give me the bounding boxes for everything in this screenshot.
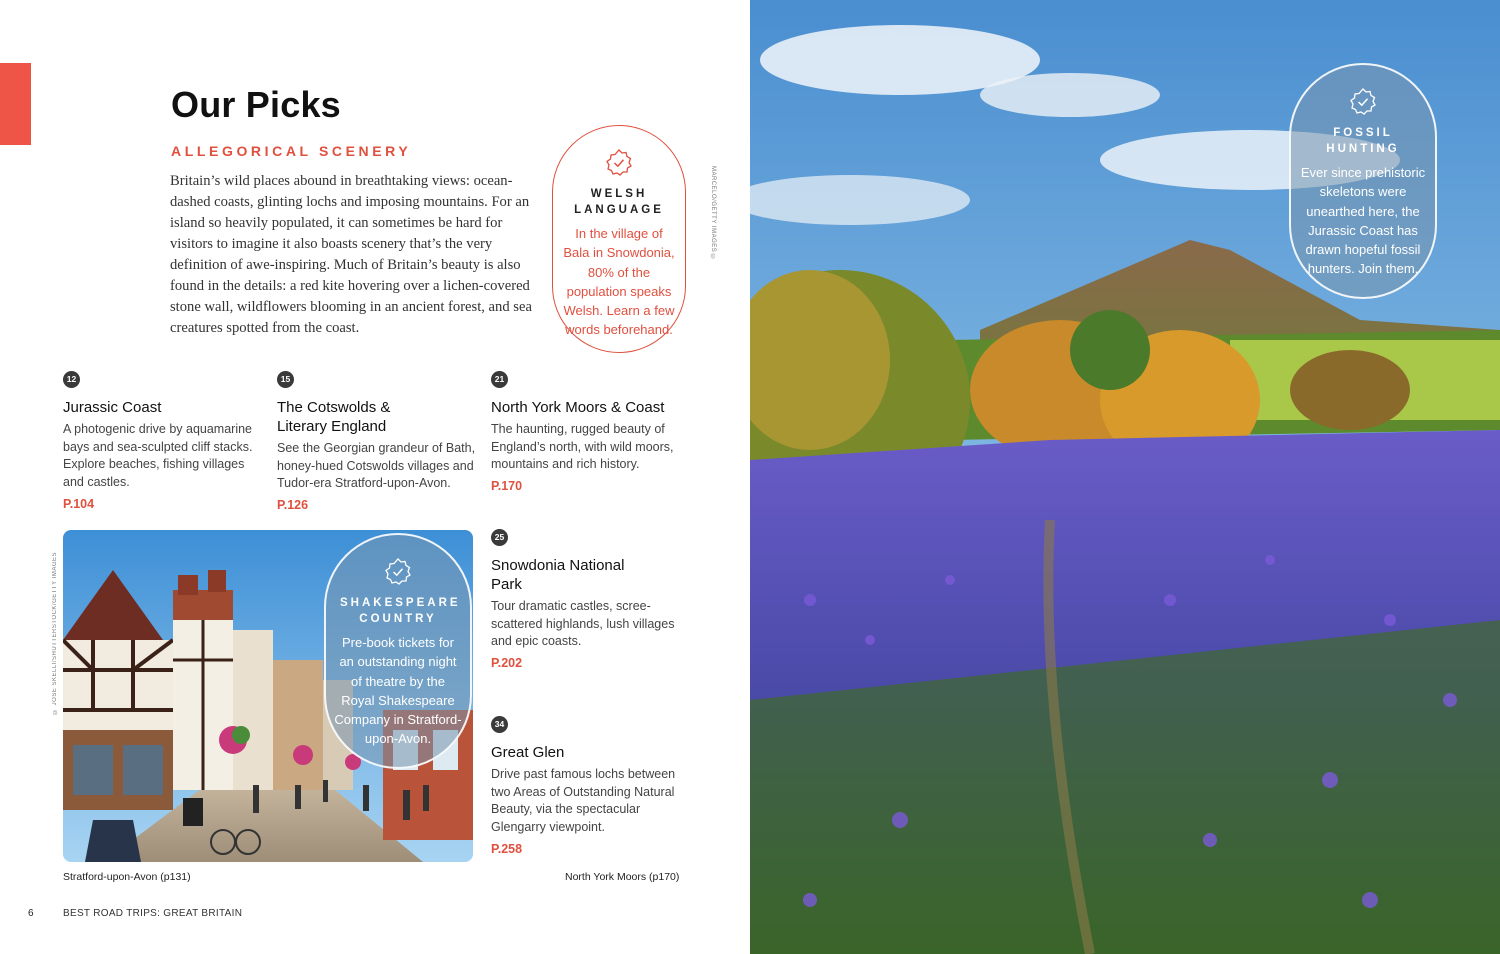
pick-number-badge: 15 <box>277 371 294 388</box>
pick-page-link[interactable]: P.104 <box>63 496 95 511</box>
pick-name: The Cotswolds & Literary England <box>277 399 391 435</box>
callout-body: Pre-book tickets for an outstanding night of theatre by the Royal Shakespeare Company in Stratford-upon-Avon. <box>334 635 462 747</box>
callout-heading: SHAKESPEARE COUNTRY <box>340 597 461 625</box>
pick-name: Snowdonia National Park <box>491 557 625 593</box>
pick-description: A photogenic drive by aquamarine bays and sea-sculpted cliff stacks. Explore beaches, fishing villages and castles. <box>63 422 253 490</box>
callout-fossil-hunting <box>1289 63 1437 299</box>
photo-caption: North York Moors (p170) <box>565 871 680 883</box>
callout-heading: WELSH LANGUAGE <box>574 188 664 216</box>
photo-credit: © JOSE SKELLI/SHUTTERSTOCK/GETTY IMAGES <box>52 552 58 714</box>
pick-description: The haunting, rugged beauty of England’s north, with wild moors, mountains and rich history. <box>491 422 674 472</box>
callout-welsh-language <box>552 125 686 353</box>
section-heading: ALLEGORICAL SCENERY <box>171 143 412 159</box>
stratford-photo <box>63 530 473 862</box>
page-number: 6 <box>28 908 34 919</box>
callout-heading: FOSSIL HUNTING <box>1326 127 1400 155</box>
photo-credit: MARCELO/GETTY IMAGES © <box>710 166 716 261</box>
pick-cotswolds[interactable] <box>277 371 477 512</box>
running-footer: BEST ROAD TRIPS: GREAT BRITAIN <box>63 908 243 919</box>
callout-body: In the village of Bala in Snowdonia, 80% of the population speaks Welsh. Learn a few words beforehand. <box>563 226 675 338</box>
badge-check-icon <box>383 557 413 587</box>
photo-caption: Stratford-upon-Avon (p131) <box>63 871 191 883</box>
callout-shakespeare-country <box>324 533 472 769</box>
pick-page-link[interactable]: P.170 <box>491 479 523 494</box>
pick-description: See the Georgian grandeur of Bath, honey-hued Cotswolds villages and Tudor-era Stratford-upon-Avon. <box>277 441 476 491</box>
pick-great-glen[interactable] <box>491 716 691 856</box>
pick-name: North York Moors & Coast <box>491 399 665 416</box>
section-tab <box>0 63 31 145</box>
badge-check-icon <box>604 148 634 178</box>
callout-body: Ever since prehistoric skeletons were unearthed here, the Jurassic Coast has drawn hopeful fossil hunters. Join them. <box>1300 165 1426 277</box>
pick-name: Great Glen <box>491 744 565 761</box>
pick-snowdonia[interactable] <box>491 529 691 670</box>
pick-number-badge: 12 <box>63 371 80 388</box>
page-title: Our Picks <box>171 84 341 125</box>
pick-jurassic-coast[interactable] <box>63 371 261 511</box>
pick-number-badge: 25 <box>491 529 508 546</box>
pick-name: Jurassic Coast <box>63 399 162 416</box>
pick-page-link[interactable]: P.126 <box>277 498 309 513</box>
badge-check-icon <box>1348 87 1378 117</box>
pick-number-badge: 34 <box>491 716 508 733</box>
pick-north-york-moors[interactable] <box>491 371 691 493</box>
pick-description: Tour dramatic castles, scree-scattered highlands, lush villages and epic coasts. <box>491 599 675 649</box>
pick-description: Drive past famous lochs between two Areas of Outstanding Natural Beauty, via the spectacular Glengarry viewpoint. <box>491 767 676 835</box>
pick-page-link[interactable]: P.202 <box>491 656 523 671</box>
pick-page-link[interactable]: P.258 <box>491 841 523 856</box>
pick-number-badge: 21 <box>491 371 508 388</box>
intro-paragraph: Britain’s wild places abound in breathtaking views: ocean-dashed coasts, glinting lochs and imposing mountains. For an island so heavily populated, it can sometimes be hard for visitors to imagine it also boasts scenery that’s the very definition of awe-inspiring. Much of Britain’s beauty is also found in the details: a red kite hovering over a lichen-covered stone wall, wildflowers blooming in an ancient forest, and sea creatures spotted from the coast. <box>170 173 532 336</box>
